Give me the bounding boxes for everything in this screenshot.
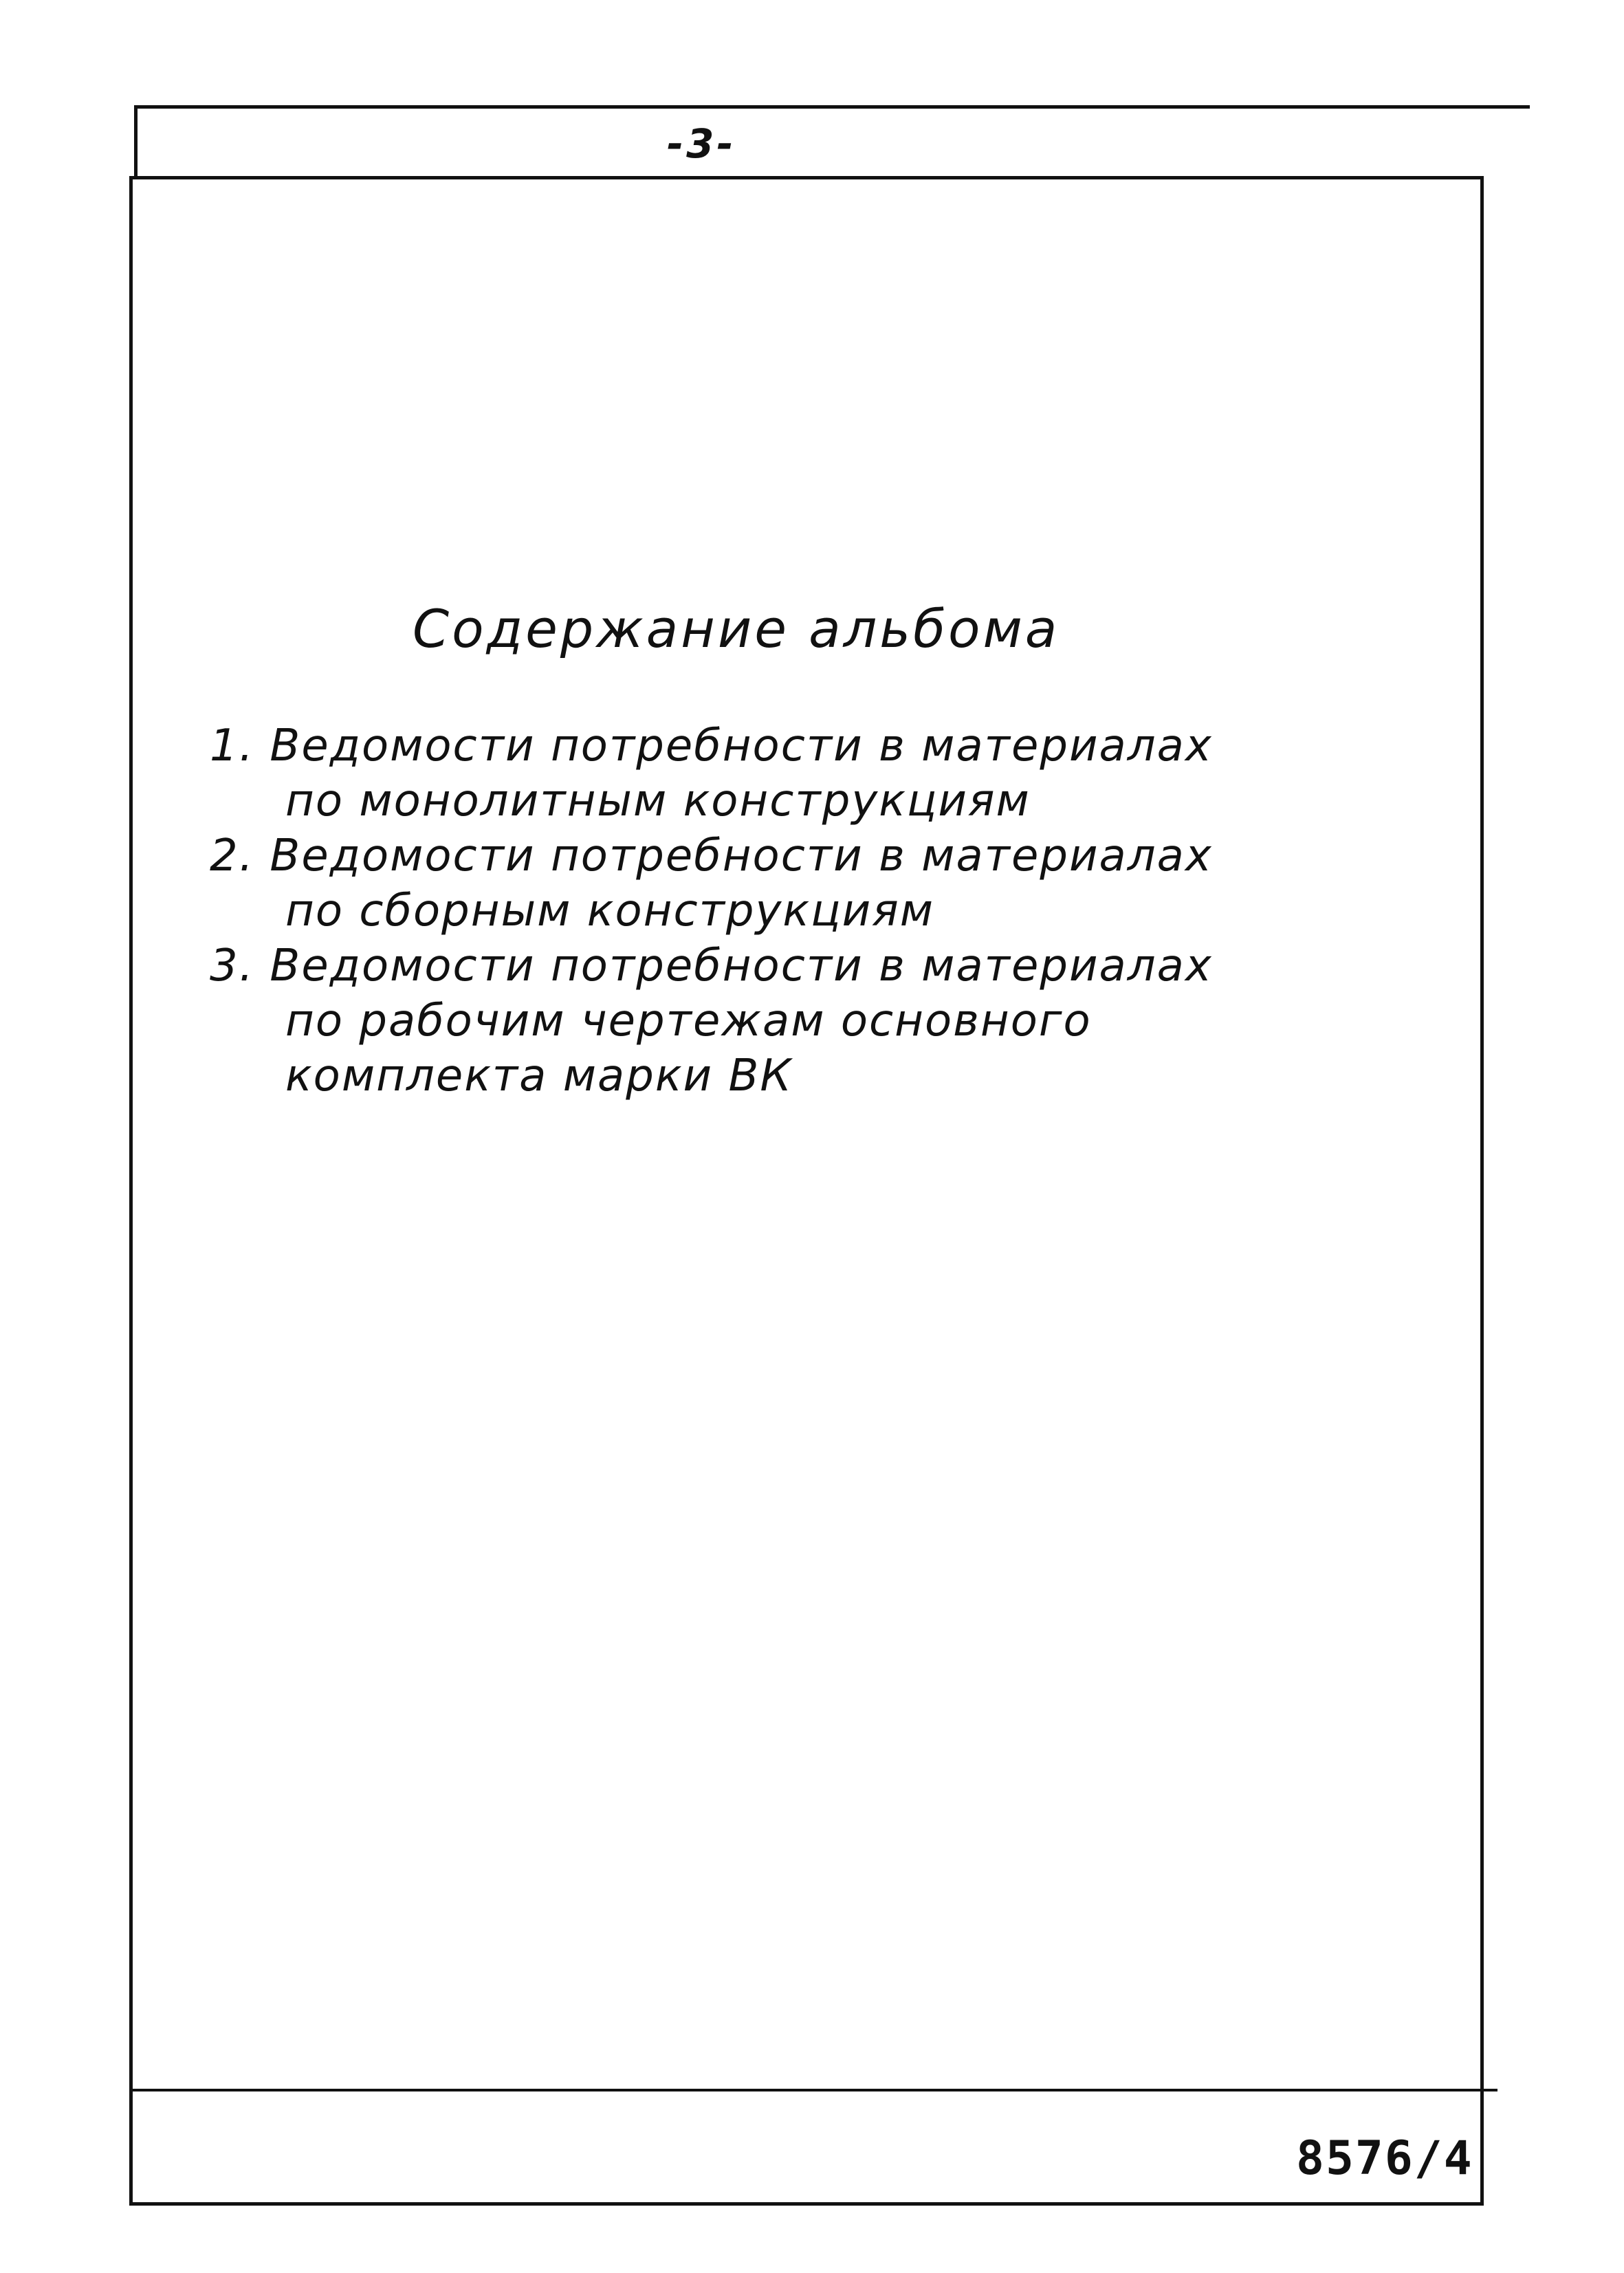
list-item-2 [210,828,1482,883]
item-number: 1. [210,721,255,771]
footer-divider [129,2089,1497,2091]
page-number: -3- [667,120,736,167]
item-text: Ведомости потребности в материалах [270,721,1213,771]
item-text: Ведомости потребности в материалах [270,831,1213,881]
list-item-3-continuation-2: комплекта марки ВК [285,1051,793,1101]
top-border-line [134,105,1530,109]
document-number-stamp: 8576/4 [1296,2131,1473,2186]
item-number: 3. [210,941,255,991]
list-item-1-continuation: по монолитным конструкциям [285,776,1031,826]
item-text: Ведомости потребности в материалах [270,941,1213,991]
list-item-3 [210,938,1482,993]
left-header-border [134,105,138,176]
document-frame [129,176,1484,2206]
page-title: Содержание альбома [413,598,1060,659]
contents-list [210,718,1482,1103]
list-item-1 [210,718,1482,773]
list-item-2-continuation: по сборным конструкциям [285,886,934,936]
list-item-3-continuation-1: по рабочим чертежам основного [285,996,1092,1046]
item-number: 2. [210,831,255,881]
